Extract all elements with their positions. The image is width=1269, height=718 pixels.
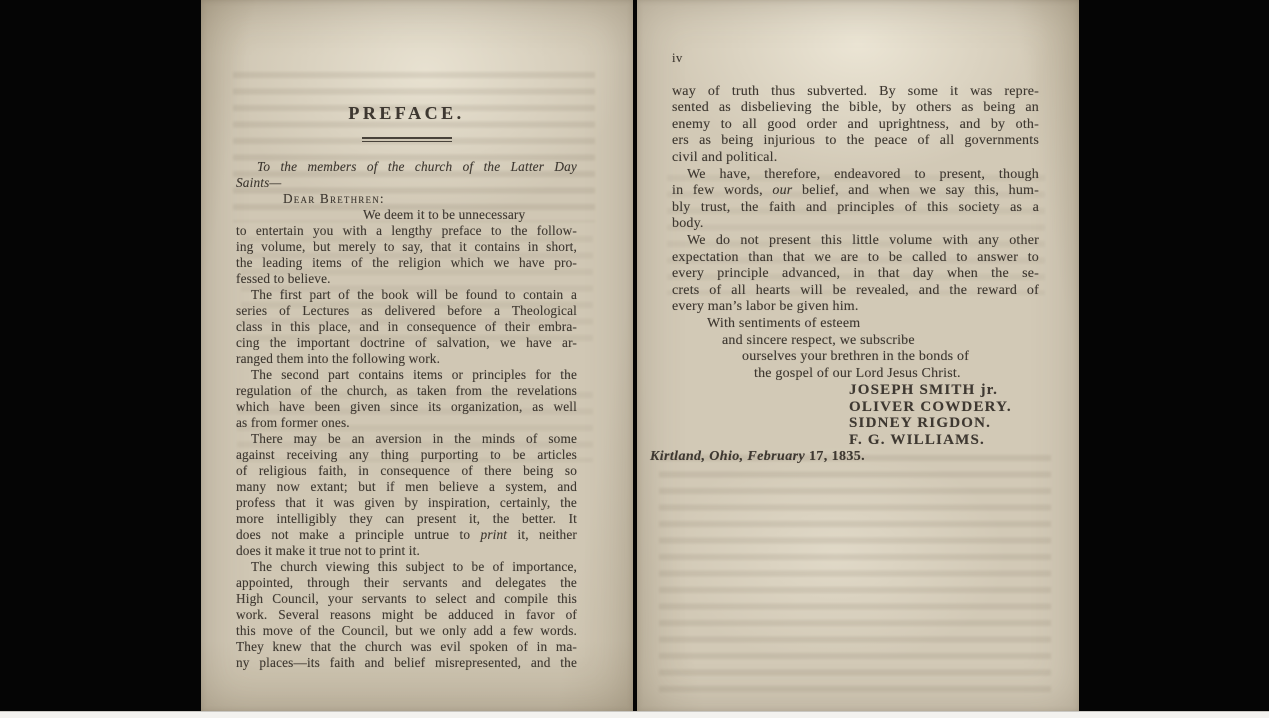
text-line: class in this place, and in consequence of their embra- <box>236 319 577 334</box>
text-line: this move of the Council, but we only add a few words. <box>236 623 577 638</box>
text-line: Kirtland, Ohio, February 17, 1835. <box>650 448 866 464</box>
text-line: to entertain you with a lengthy preface to the follow- <box>236 223 577 238</box>
text-line: bly trust, the faith and principles of this society as a <box>672 199 1039 215</box>
text-line: more intelligibly they can present it, the better. It <box>236 511 577 526</box>
text-line: the gospel of our Lord Jesus Christ. <box>754 365 961 381</box>
text-line: cing the important doctrine of salvation, we have ar- <box>236 335 577 350</box>
text-line: The church viewing this subject to be of importance, <box>251 559 577 574</box>
text-line: regulation of the church, as taken from the revelations <box>236 383 577 398</box>
text-line: of religious faith, in consequence of there being so <box>236 463 577 478</box>
text-line: work. Several reasons might be adduced in favor of <box>236 607 577 622</box>
text-line: ers as being injurious to the peace of all governments <box>672 133 1039 149</box>
text-line: To the members of the church of the Latter Day <box>257 159 577 174</box>
text-line: expectation than that we are to be called to answer to <box>672 249 1039 265</box>
text-line: The first part of the book will be found to contain a <box>251 287 577 302</box>
text-line: sented as disbelieving the bible, by others as being an <box>672 100 1039 116</box>
text-line: as from former ones. <box>236 415 350 430</box>
bleed-through-texture <box>659 455 1051 697</box>
text-line: series of Lectures as delivered before a Theological <box>236 303 577 318</box>
preface-body-right <box>650 83 1039 466</box>
text-line: ourselves your brethren in the bonds of <box>742 349 970 365</box>
text-line: ranged them into the following work. <box>236 351 441 366</box>
text-line: crets of all hearts will be revealed, and the reward of <box>672 282 1039 298</box>
text-line: which have been given since its organization, as well <box>236 399 577 414</box>
heading-rule <box>362 137 452 142</box>
text-line: OLIVER COWDERY. <box>849 398 1012 415</box>
greeting: Dear Brethren: <box>283 191 385 206</box>
text-line: enemy to all good order and uprightness, and by oth- <box>672 116 1039 132</box>
text-line: appointed, through their servants and delegates the <box>236 575 577 590</box>
text-line: every principle advanced, in that day when the se- <box>672 266 1039 282</box>
text-line: The second part contains items or principles for the <box>251 367 577 382</box>
text-line: civil and political. <box>672 149 778 165</box>
text-line: in few words, our belief, and when we say this, hum- <box>672 183 1039 199</box>
text-line: profess that it was given by inspiration, certainly, the <box>236 495 577 510</box>
text-line: We have, therefore, endeavored to present, though <box>687 166 1039 182</box>
salutation <box>236 159 577 191</box>
text-line: way of truth thus subverted. By some it was repre- <box>672 83 1039 99</box>
text-line: Saints— <box>236 175 282 190</box>
text-line: High Council, your servants to select and compile this <box>236 591 577 606</box>
preface-heading: PREFACE. <box>348 103 465 123</box>
text-line: body. <box>672 216 704 232</box>
preface-body-left <box>236 207 577 671</box>
text-line: does not make a principle untrue to print it, neither <box>236 527 577 542</box>
page-number: iv <box>672 51 683 65</box>
text-line: the leading items of the religion which we have pro- <box>236 255 577 270</box>
text-line: ing volume, but merely to say, that it contains in short, <box>236 239 577 254</box>
text-line: F. G. WILLIAMS. <box>849 432 985 449</box>
text-line: and sincere respect, we subscribe <box>722 332 915 348</box>
text-line: We deem it to be unnecessary <box>363 207 526 222</box>
text-line: ny places—its faith and belief misrepresented, and the <box>236 655 577 670</box>
text-line: With sentiments of esteem <box>707 315 861 331</box>
text-line: They knew that the church was evil spoken of in ma- <box>236 639 577 654</box>
text-line: many now extant; but if men believe a system, and <box>236 479 577 494</box>
text-line: There may be an aversion in the minds of some <box>251 431 577 446</box>
text-line: every man’s labor be given him. <box>672 299 859 315</box>
text-line: JOSEPH SMITH jr. <box>849 382 999 399</box>
text-line: does it make it true not to print it. <box>236 543 420 558</box>
left-page <box>201 0 633 712</box>
text-line: SIDNEY RIGDON. <box>849 415 992 432</box>
right-page <box>637 0 1079 712</box>
text-line: We do not present this little volume with any other <box>687 232 1039 248</box>
bottom-strip <box>0 711 1269 718</box>
text-line: fessed to believe. <box>236 271 331 286</box>
text-line: against receiving any thing purporting to be articles <box>236 447 577 462</box>
